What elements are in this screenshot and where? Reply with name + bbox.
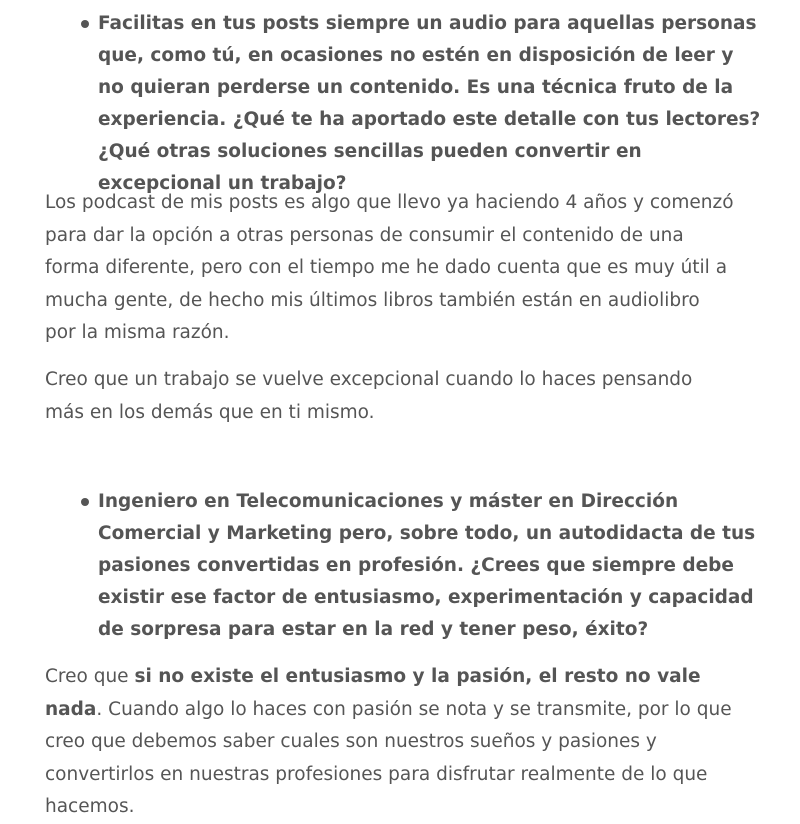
answer-paragraph [45,661,735,824]
bullet-icon [81,498,89,506]
question-item [45,486,765,646]
answer-paragraph: Creo que un trabajo se vuelve excepcional cuando lo haces pensando más en los demás que en ti mismo. [45,369,693,423]
question-text: Facilitas en tus posts siempre un audio para aquellas personas que, como tú, en ocasiones no estén en disposición de leer y no quieran perderse un contenido. Es una técnica fruto de la experiencia. ¿Qué te ha aportado este detalle con tus lectores? ¿Qué otras soluciones sencillas pueden convertir en excepcional un trabajo? [98,13,761,194]
question-list [45,486,765,646]
answer-paragraph: Los podcast de mis posts es algo que llevo ya haciendo 4 años y comenzó para dar la opción a otras personas de consumir el contenido de una forma diferente, pero con el tiempo me he dado cuenta que es muy útil a mucha gente, de hecho mis últimos libros también están en audiolibro por la misma razón. [45,192,734,343]
answer-text-prefix: Creo que [45,666,135,687]
bullet-icon [81,20,89,28]
question-item [45,8,765,200]
question-text: Ingeniero en Telecomunicaciones y máster en Dirección Comercial y Marketing pero, sobre todo, un autodidacta de tus pasiones convertidas en profesión. ¿Crees que siempre debe existir ese factor de entusiasmo, experimentación y capacidad de sorpresa para estar en la red y tener peso, éxito? [98,491,756,640]
answer-text-suffix: . Cuando algo lo haces con pasión se nota y se transmite, por lo que creo que debemos saber cuales son nuestros sueños y pasiones y convertirlos en nuestras profesiones para disfrutar realmente de lo que hacemos. [45,698,732,817]
question-list [45,8,765,200]
answer-highlight: si no existe el entusiasmo y la pasión, el resto no vale nada [45,666,701,720]
